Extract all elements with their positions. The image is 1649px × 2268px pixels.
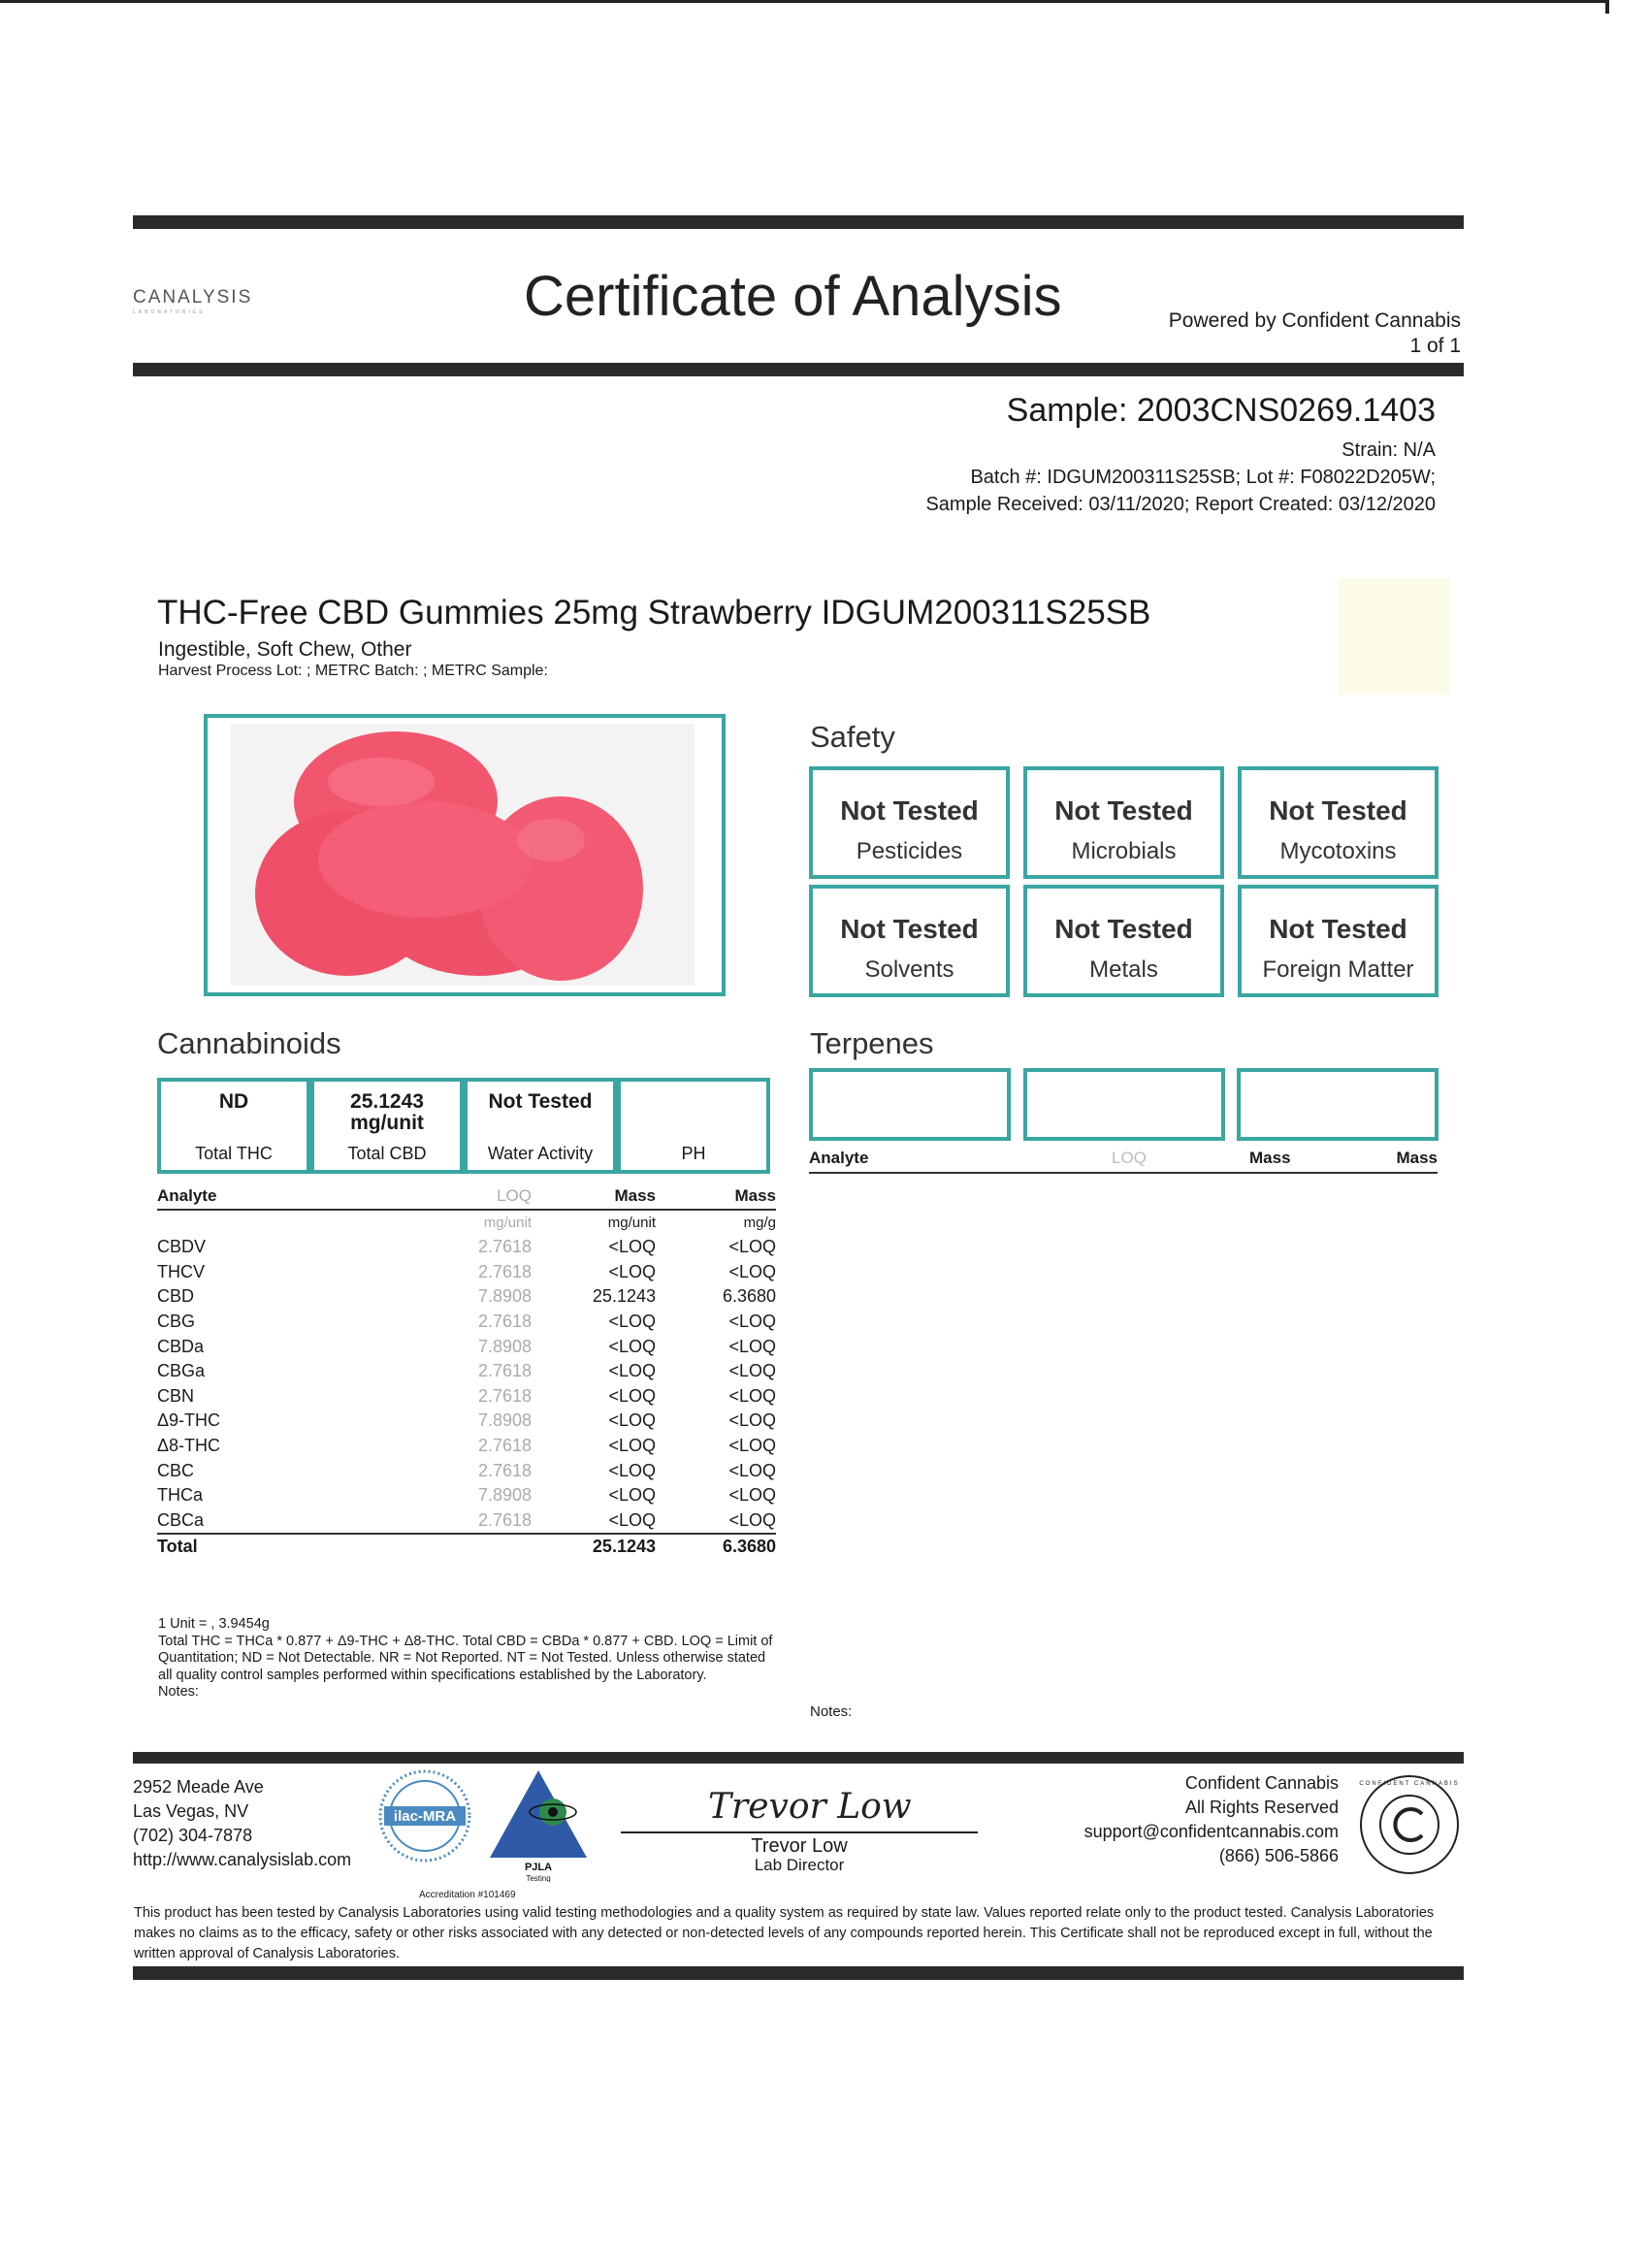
gummies-image (231, 724, 695, 986)
cell-mass1: 25.1243 (592, 1286, 656, 1307)
safety-title: Safety (810, 720, 895, 754)
svg-text:PJLA: PJLA (524, 1862, 553, 1873)
svg-text:Testing: Testing (526, 1874, 551, 1882)
product-type: Ingestible, Soft Chew, Other (158, 638, 412, 661)
product-photo-frame (204, 714, 726, 996)
harvest-info: Harvest Process Lot: ; METRC Batch: ; METRC Sample: (158, 663, 548, 679)
notes-label: Notes: (158, 1684, 199, 1700)
cell-analyte: CBDa (157, 1336, 205, 1356)
cell-loq: 2.7618 (477, 1261, 532, 1281)
unit-loq: mg/unit (483, 1214, 532, 1231)
col-mass-g: Mass (658, 1183, 776, 1210)
units-row (157, 1210, 776, 1236)
cell-analyte: CBDV (157, 1237, 207, 1257)
table-row (157, 1459, 776, 1484)
cell-mass2: <LOQ (728, 1435, 776, 1455)
notes-label: Notes: (810, 1703, 853, 1720)
confident-cannabis-seal (1358, 1773, 1461, 1876)
cell-mass1: <LOQ (608, 1485, 656, 1506)
document-title: Certificate of Analysis (524, 265, 1062, 328)
scan-corner-mark (1605, 0, 1609, 14)
cell-mass1: <LOQ (608, 1361, 656, 1381)
table-row (157, 1260, 776, 1285)
cell-mass1: <LOQ (608, 1410, 656, 1431)
table-row (157, 1284, 776, 1310)
cell-analyte: Total (157, 1534, 405, 1560)
terpene-box (1023, 1068, 1225, 1141)
cannabinoids-title: Cannabinoids (157, 1026, 341, 1060)
safety-foreign-matter: Not Tested Foreign Matter (1238, 885, 1439, 997)
footer-top-bar (133, 1752, 1464, 1764)
table-row (157, 1434, 776, 1459)
cell-mass2: <LOQ (728, 1261, 776, 1281)
canalysis-logo: CANALYSIS LABORATORIES (133, 287, 253, 315)
cell-loq: 7.8908 (477, 1286, 532, 1307)
sticky-note (1339, 578, 1450, 695)
cell-analyte: CBD (157, 1286, 195, 1307)
footnotes (158, 1616, 779, 1701)
cell-mass2: <LOQ (728, 1410, 776, 1431)
cell-loq: 2.7618 (477, 1509, 532, 1530)
definitions-note: Total THC = THCa * 0.877 + Δ9-THC + Δ8-THC. Total CBD = CBDa * 0.877 + CBD. LOQ = Limit of Quantitation; ND = Not Detectable. NR = Not Reported. NT = Not Tested. Unless otherwise stated all quality control samples performed within specifications established by the Laboratory. (158, 1633, 773, 1683)
unit-mass-unit: mg/unit (607, 1214, 656, 1231)
table-row (157, 1359, 776, 1384)
terpenes-title: Terpenes (810, 1026, 934, 1060)
ter-col-mass: Mass (1396, 1149, 1438, 1167)
cell-mass1: <LOQ (608, 1311, 656, 1331)
cell-mass1: 25.1243 (532, 1534, 658, 1560)
safety-pesticides: Not Tested Pesticides (809, 766, 1010, 879)
unit-mass-g: mg/g (743, 1214, 776, 1231)
col-mass-unit: Mass (532, 1183, 658, 1210)
unit-note: 1 Unit = , 3.9454g (158, 1616, 270, 1632)
table-row (157, 1508, 776, 1535)
cannabinoid-table (157, 1183, 776, 1560)
svg-text:ilac-MRA: ilac-MRA (393, 1808, 457, 1825)
cell-mass2: <LOQ (728, 1460, 776, 1480)
signature (698, 1766, 912, 1833)
table-total-row (157, 1534, 776, 1560)
table-row (157, 1384, 776, 1409)
cell-analyte: THCa (157, 1485, 204, 1506)
pjla-logo (490, 1766, 601, 1882)
cell-mass2: <LOQ (728, 1385, 776, 1406)
confident-cannabis-contact: Confident Cannabis All Rights Reserved support@confidentcannabis.com (866) 506-5866 (1083, 1773, 1339, 1865)
total-cbd-box: 25.1243 mg/unit Total CBD (310, 1078, 464, 1174)
table-row (157, 1310, 776, 1335)
scan-top-edge (0, 0, 1605, 3)
cell-loq: 2.7618 (477, 1237, 532, 1257)
safety-solvents: Not Tested Solvents (809, 885, 1010, 997)
svg-text:CONFIDENT CANNABIS: CONFIDENT CANNABIS (1359, 1781, 1460, 1787)
table-row (157, 1483, 776, 1508)
cell-loq: 2.7618 (477, 1361, 532, 1381)
terpene-box (809, 1068, 1011, 1141)
cell-mass2: <LOQ (728, 1237, 776, 1257)
cell-mass2: <LOQ (728, 1361, 776, 1381)
cell-loq: 2.7618 (477, 1385, 532, 1406)
cell-analyte: CBN (157, 1385, 195, 1406)
table-row (157, 1409, 776, 1434)
cell-analyte: Δ9-THC (157, 1410, 221, 1431)
ter-col-analyte: Analyte (809, 1149, 869, 1167)
sample-id: Sample: 2003CNS0269.1403 (1006, 392, 1436, 429)
cell-analyte: CBCa (157, 1509, 205, 1530)
cell-mass1: <LOQ (608, 1509, 656, 1530)
signature-line (621, 1831, 978, 1833)
cell-mass2: <LOQ (728, 1509, 776, 1530)
table-header-row (157, 1183, 776, 1210)
safety-metals: Not Tested Metals (1023, 885, 1224, 997)
ter-col-mass: Mass (1249, 1149, 1291, 1167)
table-row (157, 1235, 776, 1260)
header-top-bar (133, 215, 1464, 229)
cell-mass1: <LOQ (608, 1460, 656, 1480)
cell-mass1: <LOQ (608, 1261, 656, 1281)
lab-address: 2952 Meade Ave Las Vegas, NV (702) 304-7878 http://www.canalysislab.com (133, 1777, 352, 1869)
table-row (157, 1335, 776, 1360)
cell-loq (405, 1534, 532, 1560)
col-loq: LOQ (405, 1183, 532, 1210)
signer: Trevor Low Lab Director (751, 1835, 848, 1874)
total-thc-box: ND Total THC (157, 1078, 310, 1174)
water-activity-box: Not Tested Water Activity (464, 1078, 617, 1174)
product-name: THC-Free CBD Gummies 25mg Strawberry IDGUM200311S25SB (157, 594, 1151, 632)
cell-mass2: 6.3680 (722, 1286, 776, 1307)
cell-loq: 2.7618 (477, 1311, 532, 1331)
col-analyte: Analyte (157, 1183, 405, 1210)
cell-loq: 7.8908 (477, 1410, 532, 1431)
terpene-table-header (809, 1149, 1438, 1174)
safety-mycotoxins: Not Tested Mycotoxins (1238, 766, 1439, 879)
cell-analyte: THCV (157, 1261, 205, 1281)
disclaimer: This product has been tested by Canalysis Laboratories using valid testing methodologies and a quality system as required by state law. Values reported relate only to the product tested. Canalysis Laboratories makes no claims as to the efficacy, safety or other risks associated with any detected or non-detected levels of any compounds reported herein. This Certificate shall not be reproduced except in full, without the written approval of Canalysis Laboratories. (134, 1905, 1435, 1961)
cell-analyte: CBC (157, 1460, 195, 1480)
safety-microbials: Not Tested Microbials (1023, 766, 1224, 879)
cell-loq: 2.7618 (477, 1435, 532, 1455)
cell-mass2: <LOQ (728, 1336, 776, 1356)
cell-mass2: 6.3680 (658, 1534, 776, 1560)
cell-mass1: <LOQ (608, 1435, 656, 1455)
cell-mass2: <LOQ (728, 1485, 776, 1506)
cell-analyte: CBGa (157, 1361, 206, 1381)
product-photo (231, 724, 695, 986)
cell-mass1: <LOQ (608, 1237, 656, 1257)
footer-bottom-bar (133, 1966, 1464, 1980)
sample-meta: Strain: N/A Batch #: IDGUM200311S25SB; Lot #: F08022D205W; Sample Received: 03/11/2020; Report Created: 03/12/2020 (925, 439, 1436, 515)
cell-analyte: CBG (157, 1311, 196, 1331)
cell-loq: 7.8908 (477, 1336, 532, 1356)
cell-analyte: Δ8-THC (157, 1435, 221, 1455)
header-bottom-bar (133, 363, 1464, 376)
ph-box: PH (617, 1078, 770, 1174)
terpene-box (1237, 1068, 1439, 1141)
cell-loq: 7.8908 (477, 1485, 532, 1506)
accreditation-number: Accreditation #101469 (419, 1890, 516, 1900)
cell-mass1: <LOQ (608, 1385, 656, 1406)
ter-col-loq: LOQ (1112, 1149, 1147, 1167)
cell-loq: 2.7618 (477, 1460, 532, 1480)
svg-text:Trevor Low: Trevor Low (708, 1787, 912, 1827)
cell-mass2: <LOQ (728, 1311, 776, 1331)
powered-by: Powered by Confident Cannabis 1 of 1 (1168, 309, 1461, 357)
cell-mass1: <LOQ (608, 1336, 656, 1356)
ilac-mra-seal (376, 1767, 473, 1864)
